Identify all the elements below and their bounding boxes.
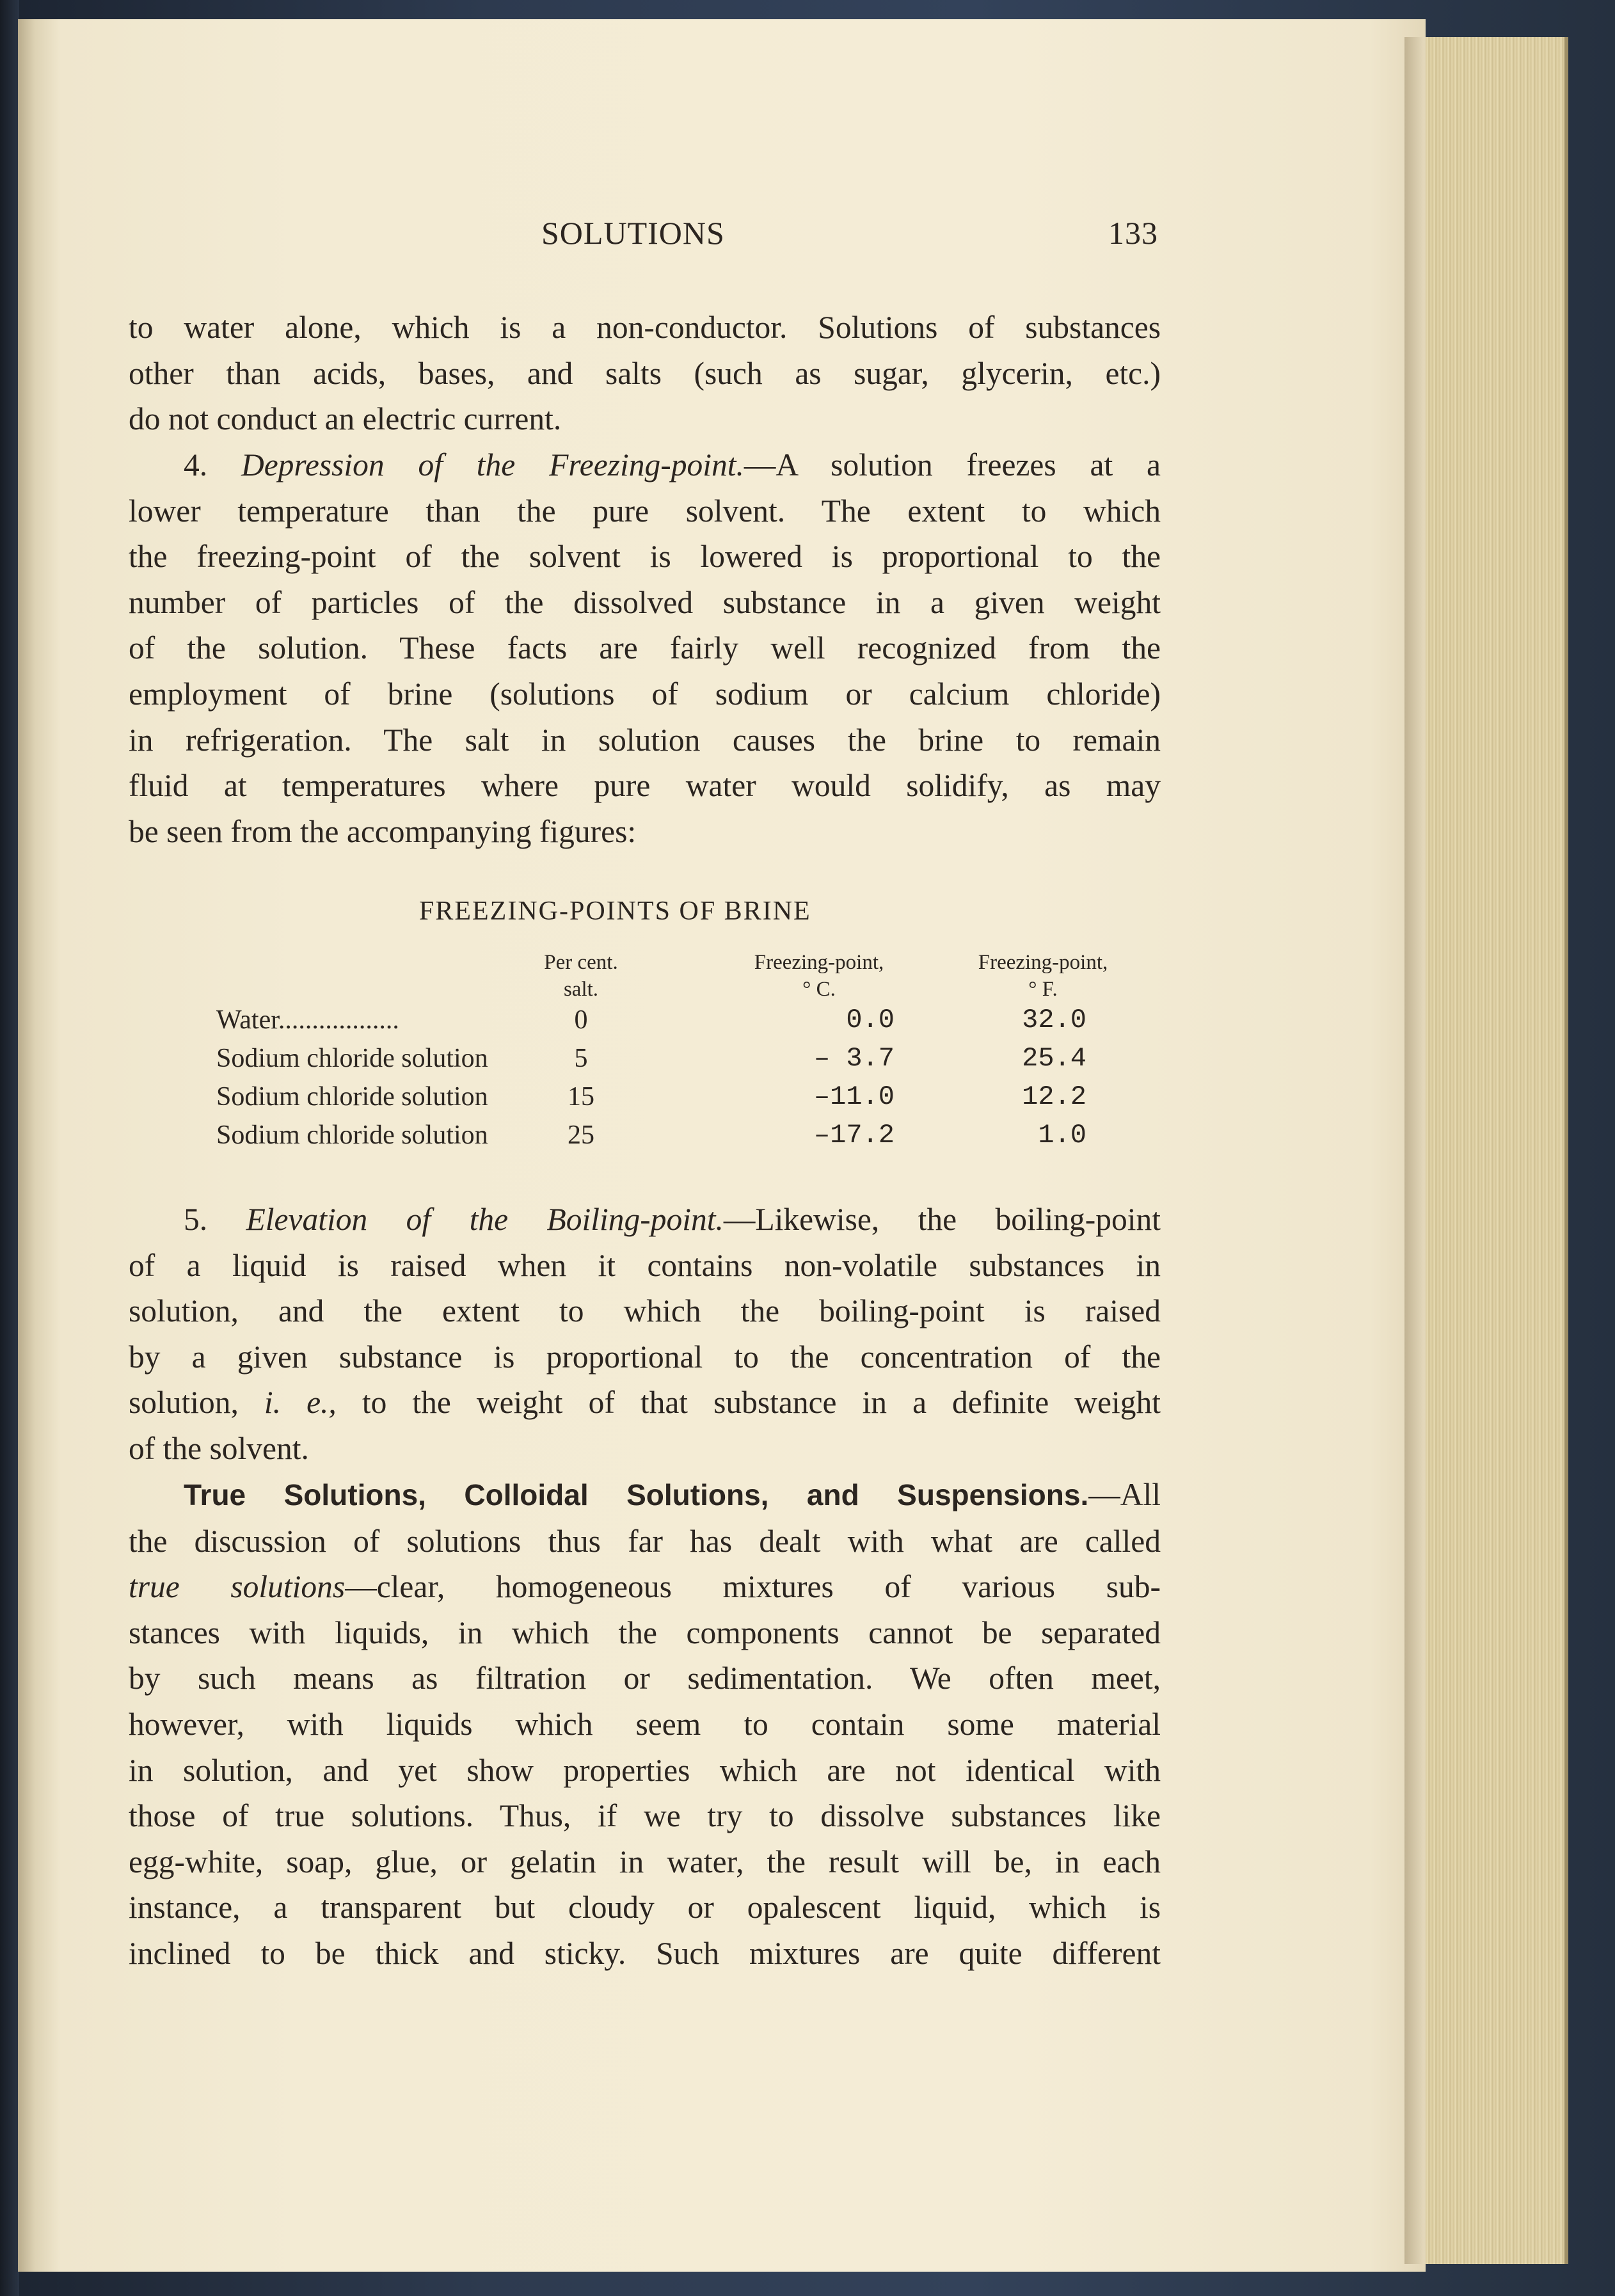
cell-celsius: –11.0	[813, 1081, 895, 1112]
text-line: do not conduct an electric current.	[129, 401, 562, 437]
section-number: 5.	[184, 1202, 208, 1237]
text-line: egg-white, soap, glue, or gelatin in water, the result will be, in each	[129, 1844, 1161, 1879]
section-heading: Elevation of the Boiling-point.	[246, 1202, 724, 1237]
running-head-title: SOLUTIONS	[541, 215, 725, 251]
text-line: fluid at temperatures where pure water would solidify, as may	[129, 768, 1161, 804]
header-line: ° F.	[1028, 978, 1058, 1001]
table-header-salt	[523, 949, 639, 1003]
text-line: solution, and the extent to which the boiling-point is raised	[129, 1293, 1161, 1329]
paragraph-continuation	[129, 305, 1161, 442]
header-line: Freezing-point,	[754, 951, 884, 974]
table-header-celsius	[729, 949, 909, 1003]
text-line: in refrigeration. The salt in solution causes the brine to remain	[129, 722, 1161, 758]
cell-fahrenheit: 1.0	[1038, 1120, 1086, 1151]
running-head	[0, 214, 1615, 253]
text-fragment-italic: i. e.,	[264, 1385, 337, 1421]
text-line: number of particles of the dissolved substance in a given weight	[129, 584, 1161, 620]
cell-salt: 25	[568, 1120, 594, 1150]
text-line: stances with liquids, in which the components cannot be separated	[129, 1614, 1161, 1650]
table-row	[216, 1043, 1150, 1081]
text-line: however, with liquids which seem to contain some material	[129, 1706, 1161, 1742]
text-fragment: —All	[1088, 1477, 1161, 1512]
paragraph-freezing-point	[129, 442, 1161, 854]
text-fragment: —Likewise, the boiling-point	[723, 1202, 1161, 1237]
header-line: Freezing-point,	[978, 951, 1108, 974]
text-line	[129, 1380, 1161, 1426]
cell-celsius: –17.2	[813, 1120, 895, 1151]
text-line: inclined to be thick and sticky. Such mixtures are quite different	[129, 1935, 1161, 1971]
header-line: Per cent.	[544, 951, 618, 974]
paragraph-true-solutions	[129, 1472, 1161, 1977]
text-line: the freezing-point of the solvent is lowered is proportional to the	[129, 539, 1161, 575]
header-line: salt.	[563, 978, 599, 1001]
row-label: Sodium chloride solution	[216, 1120, 488, 1150]
row-label: Sodium chloride solution	[216, 1082, 488, 1112]
paragraph-boiling-point	[129, 1197, 1161, 1472]
cell-celsius: 0.0	[846, 1005, 895, 1035]
text-line: of the solvent.	[129, 1430, 309, 1466]
page-number: 133	[1108, 215, 1158, 251]
table-title: FREEZING-POINTS OF BRINE	[419, 897, 811, 926]
text-line: to water alone, which is a non-conductor. Solutions of substances	[129, 310, 1161, 345]
section-heading: Depression of the Freezing-point.	[241, 447, 744, 482]
text-line: lower temperature than the pure solvent. The extent to which	[129, 493, 1161, 529]
cell-salt: 5	[574, 1044, 588, 1073]
cell-salt: 15	[568, 1082, 594, 1112]
cell-celsius: – 3.7	[813, 1043, 895, 1074]
table-row	[216, 1120, 1150, 1158]
text-fragment: to the weight of that substance in a definite weight	[336, 1385, 1161, 1421]
text-fragment: —A solution freezes at a	[744, 447, 1161, 482]
table-row	[216, 1081, 1150, 1120]
cell-salt: 0	[574, 1005, 588, 1035]
book-binding-left	[0, 0, 19, 2296]
page-edges	[1404, 37, 1568, 2264]
text-fragment: —clear, homogeneous mixtures of various sub-	[345, 1569, 1161, 1605]
text-line: by a given substance is proportional to the concentration of the	[129, 1339, 1161, 1375]
table-header-fahrenheit	[947, 949, 1139, 1003]
text-line: other than acids, bases, and salts (such as sugar, glycerin, etc.)	[129, 355, 1161, 391]
text-line: the discussion of solutions thus far has dealt with what are called	[129, 1523, 1161, 1559]
text-line: of a liquid is raised when it contains non-volatile substances in	[129, 1247, 1161, 1283]
cell-fahrenheit: 12.2	[1022, 1081, 1086, 1112]
row-label: Water..................	[216, 1005, 399, 1035]
text-line: by such means as filtration or sedimentation. We often meet,	[129, 1661, 1161, 1696]
text-fragment: solution,	[129, 1385, 264, 1421]
text-line: of the solution. These facts are fairly well recognized from the	[129, 630, 1161, 666]
text-line	[129, 1472, 1161, 1519]
row-label: Sodium chloride solution	[216, 1044, 488, 1073]
text-line: be seen from the accompanying figures:	[129, 813, 637, 849]
text-line: instance, a transparent but cloudy or opalescent liquid, which is	[129, 1890, 1161, 1925]
text-line	[129, 1564, 1161, 1610]
section-number: 4.	[184, 447, 208, 482]
header-line: ° C.	[802, 978, 836, 1001]
text-line: those of true solutions. Thus, if we try to dissolve substances like	[129, 1798, 1161, 1834]
text-line	[129, 442, 1161, 488]
page-edge-shadow	[1404, 37, 1424, 2264]
text-line: employment of brine (solutions of sodium or calcium chloride)	[129, 676, 1161, 712]
cell-fahrenheit: 25.4	[1022, 1043, 1086, 1074]
section-heading-bold: True Solutions, Colloidal Solutions, and Suspensions.	[184, 1478, 1089, 1511]
table-row	[216, 1005, 1150, 1043]
cell-fahrenheit: 32.0	[1022, 1005, 1086, 1035]
text-line: in solution, and yet show properties which are not identical with	[129, 1752, 1161, 1788]
text-fragment-italic: true solutions	[129, 1569, 346, 1605]
text-line	[129, 1197, 1161, 1243]
